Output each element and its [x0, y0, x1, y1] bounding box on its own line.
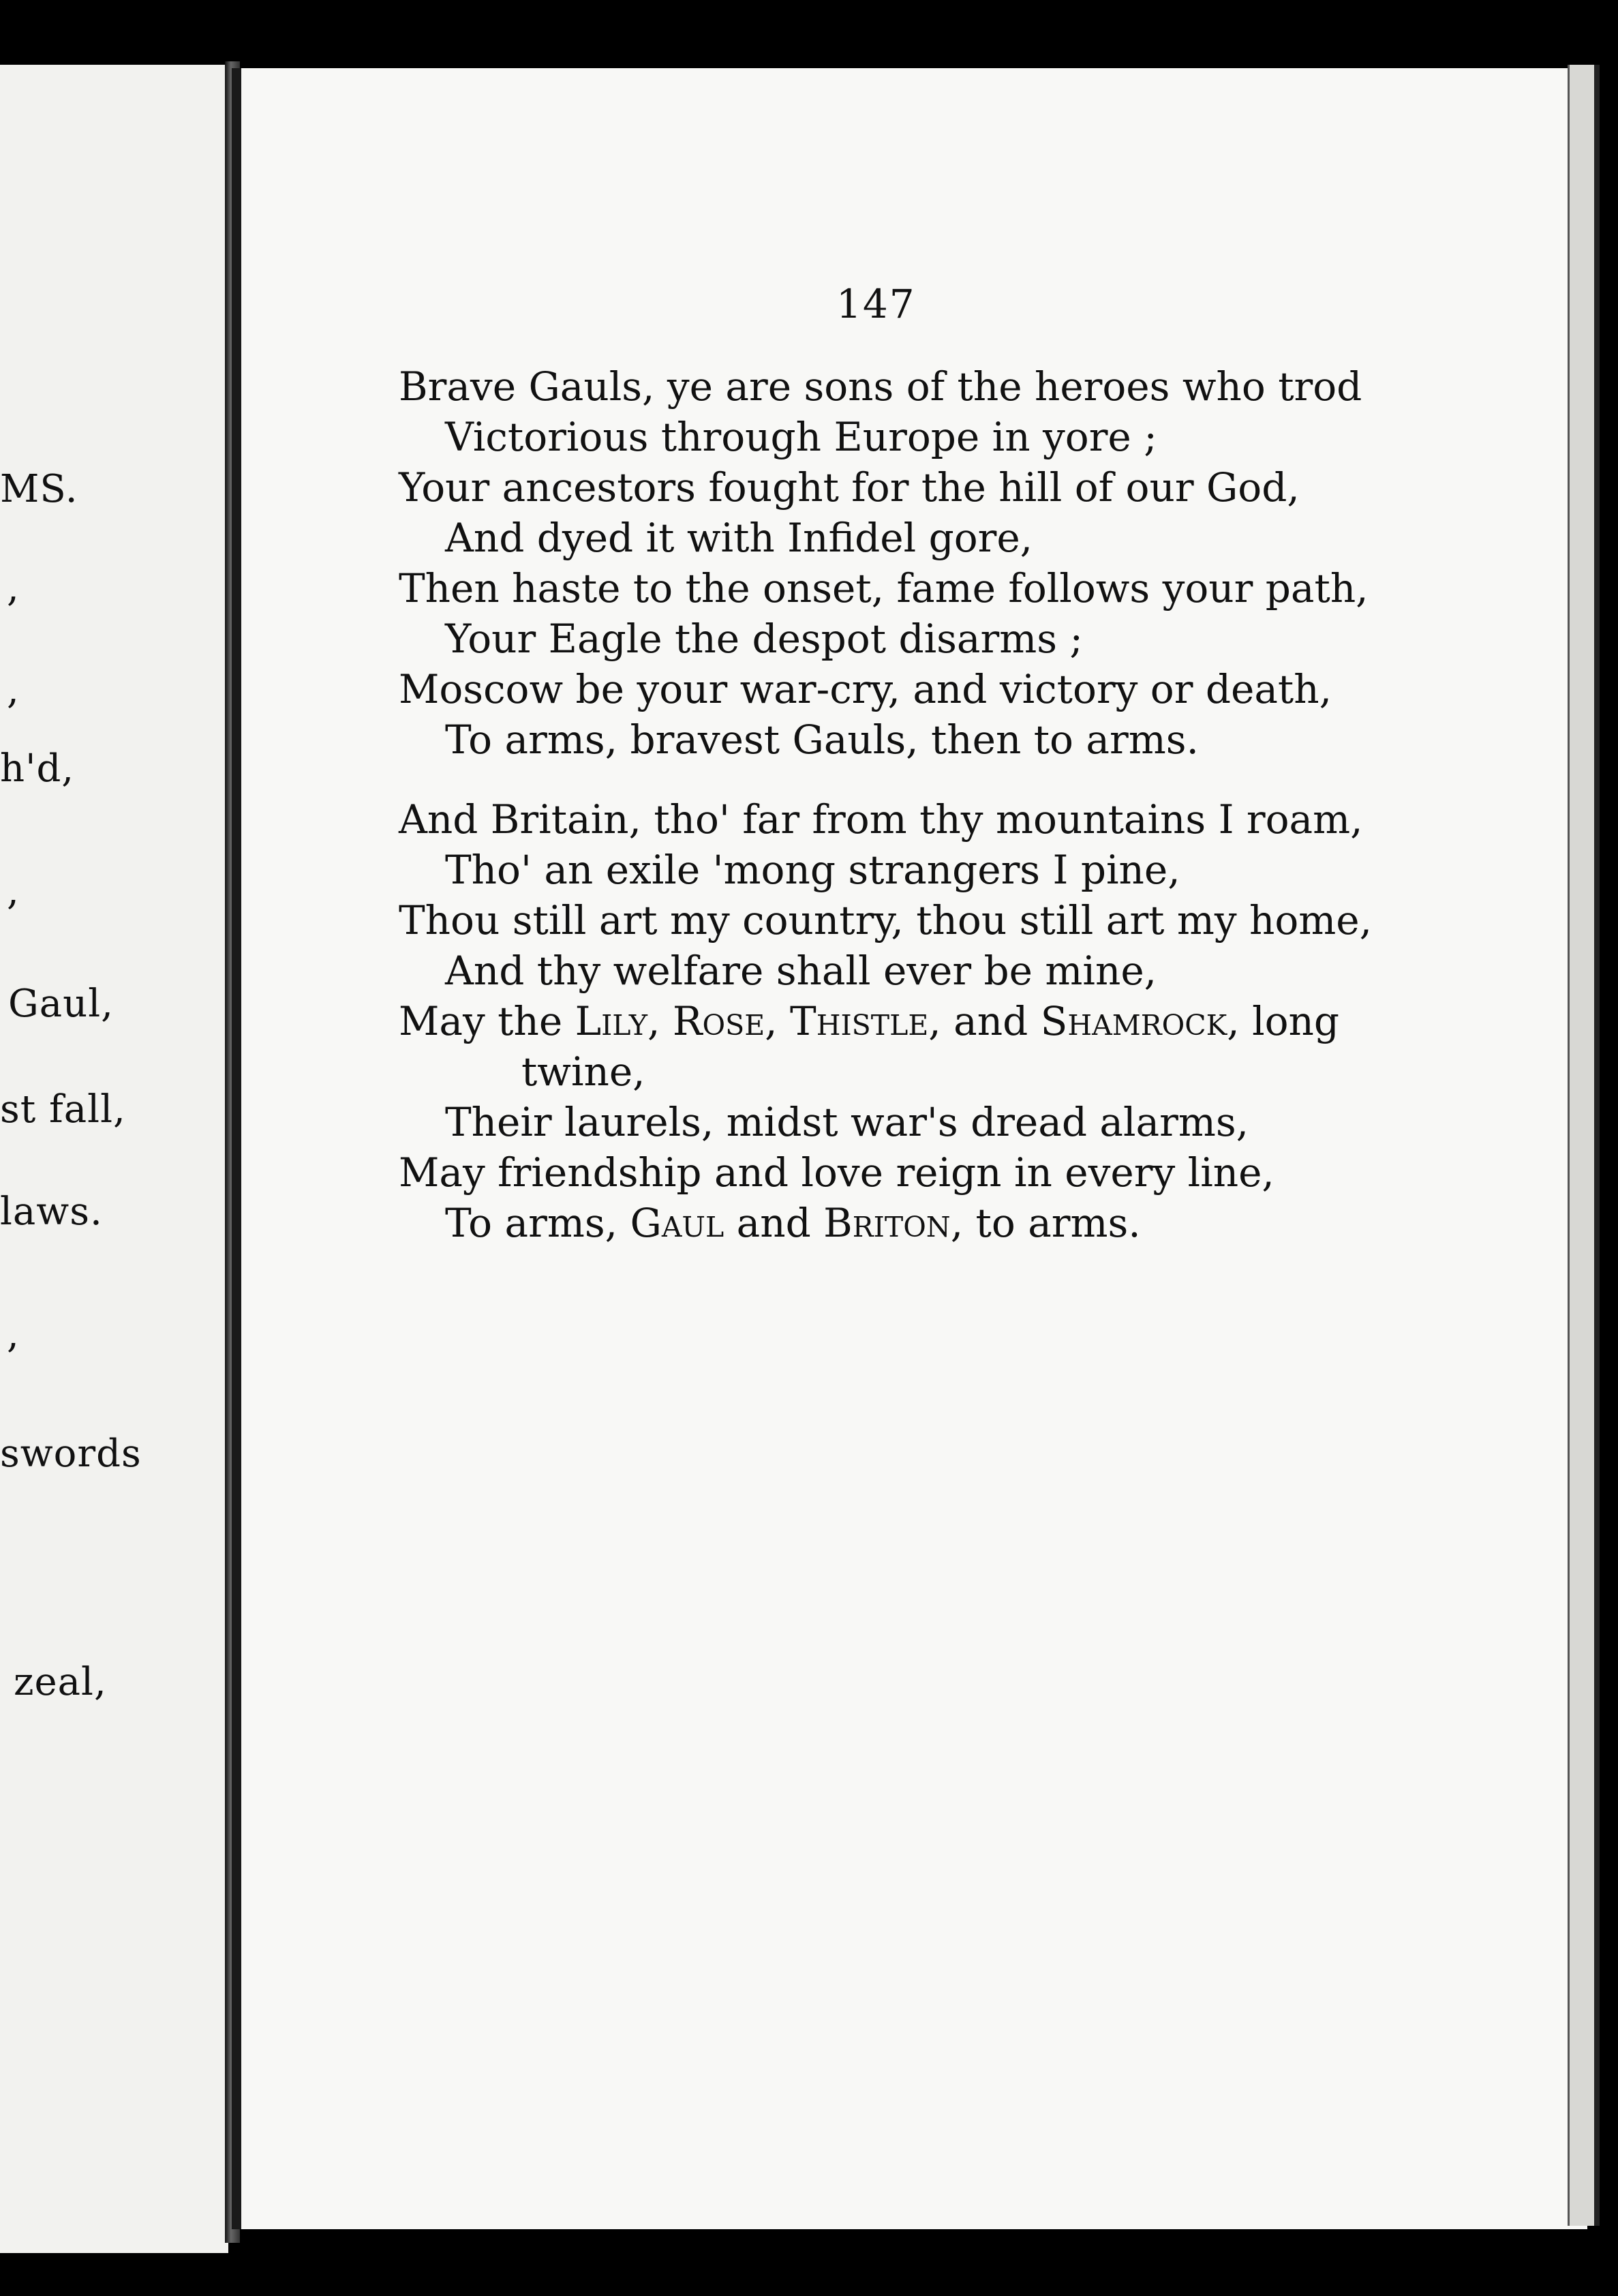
poem-line: Their laurels, midst war's dread alarms, — [445, 1099, 1249, 1145]
line-text: , and — [928, 998, 1041, 1044]
poem-line: To arms, bravest Gauls, then to arms. — [445, 716, 1199, 763]
page-number: 147 — [836, 281, 916, 327]
poem-line: Tho' an exile 'mong strangers I pine, — [445, 847, 1180, 893]
small-caps-word: Shamrock — [1040, 998, 1227, 1044]
prev-fragment: , — [7, 869, 20, 913]
stanza-2 — [399, 794, 1373, 1248]
prev-fragment: MS. — [0, 467, 78, 511]
prev-fragment: zeal, — [14, 1660, 107, 1704]
prev-fragment: , — [7, 566, 20, 610]
poem-line: Then haste to the onset, fame follows your path, — [399, 565, 1369, 611]
line-text: and — [724, 1200, 824, 1246]
prev-fragment: laws. — [0, 1190, 103, 1234]
stanza-1 — [399, 361, 1367, 765]
line-text: To arms, — [445, 1200, 630, 1246]
prev-fragment: , — [7, 668, 20, 712]
poem-line: Moscow be your war-cry, and victory or death, — [399, 666, 1332, 712]
prev-fragment: Gaul, — [8, 982, 114, 1026]
line-text: May the — [399, 998, 575, 1044]
prev-fragment: h'd, — [0, 746, 75, 791]
poem-line: Your ancestors fought for the hill of our God, — [399, 464, 1300, 511]
small-caps-word: Gaul — [630, 1200, 724, 1246]
small-caps-word: Lily — [575, 998, 647, 1044]
poem-line: And Britain, tho' far from thy mountains I roam, — [399, 796, 1363, 843]
line-text: , — [765, 998, 791, 1044]
poem-line: twine, — [521, 1048, 645, 1095]
page-edge — [1568, 65, 1600, 2226]
small-caps-word: Thistle — [790, 998, 929, 1044]
previous-page-fragment — [0, 65, 228, 2253]
line-text: , — [647, 998, 673, 1044]
poem-line — [399, 996, 1367, 1046]
poem-line — [399, 1198, 1367, 1248]
poem-line: Brave Gauls, ye are sons of the heroes who trod — [399, 363, 1362, 410]
poem-line: May friendship and love reign in every line, — [399, 1149, 1274, 1196]
prev-fragment: st fall, — [0, 1087, 126, 1132]
poem-line: Your Eagle the despot disarms ; — [445, 616, 1083, 662]
line-text: , long — [1227, 998, 1340, 1044]
poem-line: And thy welfare shall ever be mine, — [445, 948, 1157, 994]
small-caps-word: Briton — [823, 1200, 951, 1246]
poem-line: Thou still art my country, thou still art my home, — [399, 897, 1373, 943]
prev-fragment: , — [7, 1312, 20, 1357]
line-text: , to arms. — [950, 1200, 1141, 1246]
small-caps-word: Rose — [672, 998, 765, 1044]
prev-fragment: swords — [0, 1432, 142, 1476]
poem-line: Victorious through Europe in yore ; — [445, 414, 1157, 460]
poem-line: And dyed it with Infidel gore, — [445, 515, 1033, 561]
